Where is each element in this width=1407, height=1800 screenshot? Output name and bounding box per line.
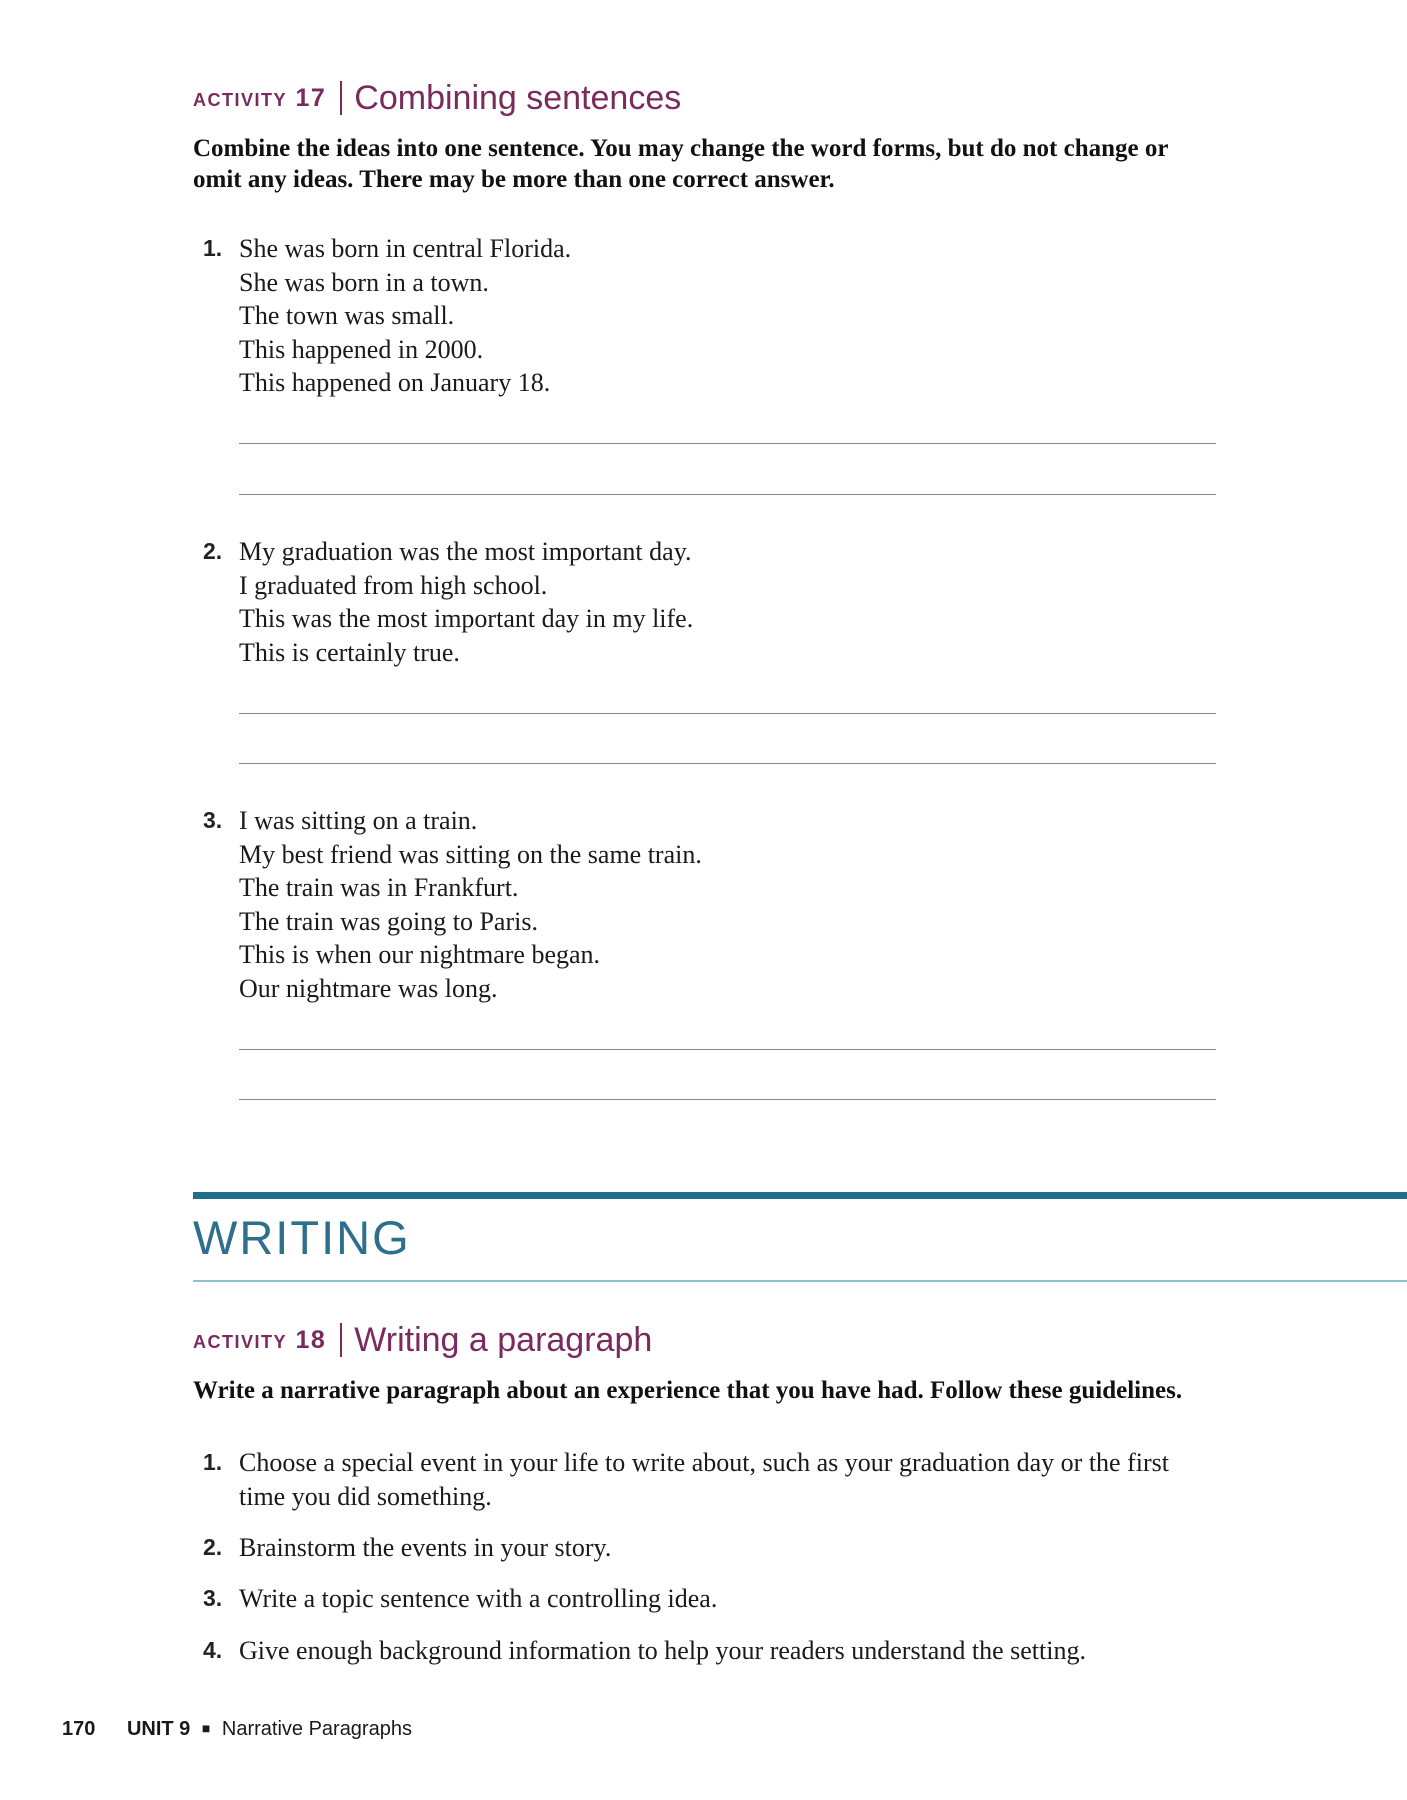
- unit-title: Narrative Paragraphs: [221, 1718, 412, 1740]
- guideline-number: 3.: [203, 1585, 223, 1611]
- exercise-line: This is when our nightmare began.: [239, 940, 601, 969]
- activity-17-instructions: Combine the ideas into one sentence. You may change the word forms, but do not change or omit any ideas. There may be more than one correct answer.: [193, 135, 1168, 193]
- exercise-line: This was the most important day in my life.: [239, 604, 694, 633]
- exercise-line: Our nightmare was long.: [239, 973, 498, 1003]
- section-title: WRITING: [193, 1211, 411, 1264]
- activity-divider: [340, 81, 342, 115]
- exercise-line: The town was small.: [239, 301, 455, 330]
- answer-line-3a[interactable]: [239, 1049, 1216, 1050]
- exercise-line: This is certainly true.: [239, 637, 460, 667]
- guideline-text: Write a topic sentence with a controlling idea.: [239, 1584, 718, 1613]
- exercise-line: My best friend was sitting on the same train.: [239, 839, 702, 869]
- activity-18-label: activity 18: [193, 1325, 327, 1354]
- unit-label: UNIT 9: [126, 1718, 191, 1740]
- answer-line-2b[interactable]: [239, 763, 1216, 764]
- answer-line-1b[interactable]: [239, 494, 1216, 495]
- activity-17-title: Combining sentences: [354, 78, 682, 117]
- page-footer: [62, 1718, 412, 1741]
- exercise-line: My graduation was the most important day.: [239, 537, 692, 566]
- answer-line-2a[interactable]: [239, 713, 1216, 714]
- activity-17-label: activity 17: [193, 83, 327, 112]
- answer-line-1a[interactable]: [239, 443, 1216, 444]
- exercise-line: I graduated from high school.: [239, 570, 548, 600]
- exercise-line: This happened in 2000.: [239, 334, 484, 364]
- guideline-number: 4.: [203, 1637, 223, 1663]
- activity-18-instructions: Write a narrative paragraph about an experience that you have had. Follow these guidelines.: [193, 1377, 1183, 1404]
- page-number: 170: [62, 1718, 96, 1740]
- exercise-line: She was born in a town.: [239, 267, 489, 297]
- guideline-text: Choose a special event in your life to write about, such as your graduation day or the first time you did something.: [239, 1448, 1169, 1511]
- exercise-line: This happened on January 18.: [239, 368, 551, 397]
- activity-18-title: Writing a paragraph: [354, 1320, 653, 1359]
- exercise-number: 1.: [203, 235, 223, 261]
- answer-line-3b[interactable]: [239, 1099, 1216, 1100]
- exercise-number: 2.: [203, 538, 223, 564]
- activity-17-header: [193, 76, 681, 120]
- guideline-text: Brainstorm the events in your story.: [239, 1533, 612, 1562]
- section-divider-top: [193, 1192, 1407, 1199]
- exercise-number: 3.: [203, 807, 223, 833]
- guideline-text: Give enough background information to help your readers understand the setting.: [239, 1636, 1086, 1665]
- activity-18-header: [193, 1318, 652, 1362]
- bullet-icon: ■: [201, 1720, 211, 1736]
- exercise-line: The train was going to Paris.: [239, 906, 538, 936]
- guideline-number: 2.: [203, 1534, 223, 1560]
- exercise-line: I was sitting on a train.: [239, 806, 478, 835]
- exercise-line: She was born in central Florida.: [239, 234, 572, 263]
- exercise-line: The train was in Frankfurt.: [239, 873, 519, 902]
- section-divider-bottom: [193, 1280, 1407, 1282]
- activity-divider: [340, 1323, 342, 1357]
- guideline-number: 1.: [203, 1449, 223, 1475]
